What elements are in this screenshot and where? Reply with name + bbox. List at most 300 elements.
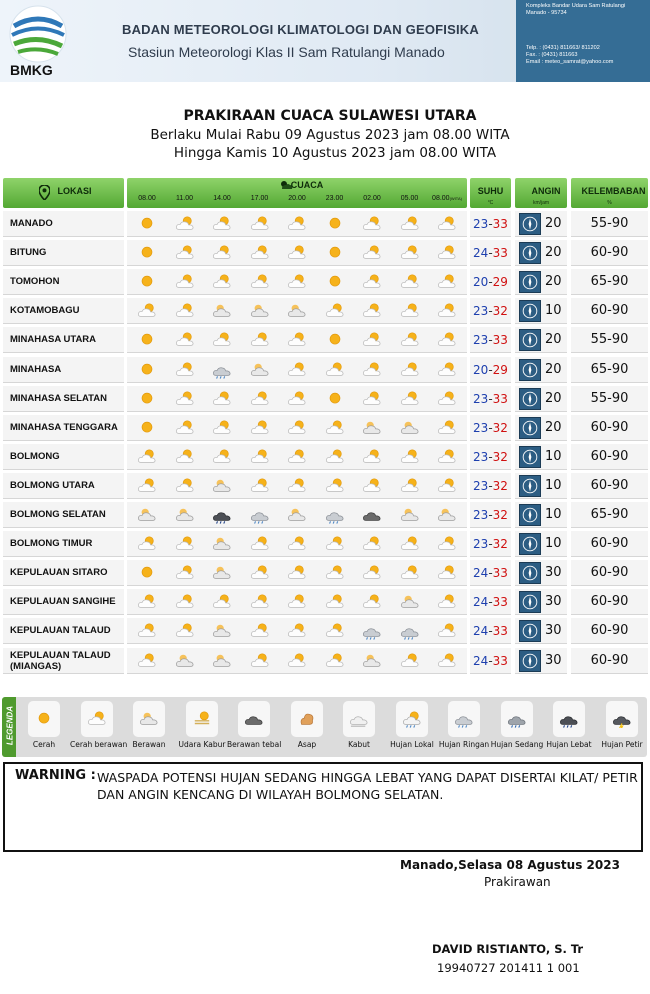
table-row — [0, 560, 650, 586]
pc-weather-icon — [175, 419, 195, 437]
hour-label: 08.00 — [138, 195, 156, 202]
legend-label: Asap — [297, 740, 317, 749]
sun-weather-icon — [325, 390, 345, 408]
location-name: KEPULAUAN SITARO — [3, 560, 124, 586]
pc-weather-icon — [287, 564, 307, 582]
legend-icon-box — [81, 701, 113, 737]
weather-cells — [127, 589, 467, 615]
temp-min: 24 — [473, 246, 489, 260]
table-row — [0, 473, 650, 499]
cl-legend-icon — [139, 710, 159, 728]
wind-speed: 10 — [545, 478, 562, 493]
temp-max: 32 — [492, 479, 508, 493]
wind-cell — [515, 531, 567, 557]
temp-dash: - — [488, 363, 493, 377]
pc-weather-icon — [325, 302, 345, 320]
column-header-lokasi-label: LOKASI — [57, 186, 92, 196]
temperature-range — [470, 415, 511, 441]
legend-icon-box — [186, 701, 218, 737]
sun-weather-icon — [325, 273, 345, 291]
valid-from: Berlaku Mulai Rabu 09 Agustus 2023 jam 08.00 WITA — [150, 127, 510, 143]
pc-weather-icon — [212, 244, 232, 262]
pc-weather-icon — [325, 448, 345, 466]
rain2-legend-icon — [507, 710, 527, 728]
hour-label: 08.00(WITA) — [432, 195, 462, 202]
wind-speed: 20 — [545, 391, 562, 406]
pc-weather-icon — [175, 215, 195, 233]
pc-weather-icon — [400, 244, 420, 262]
temp-dash: - — [488, 450, 493, 464]
pc-weather-icon — [437, 390, 457, 408]
pc-weather-icon — [250, 215, 270, 233]
sun-weather-icon — [137, 331, 157, 349]
compass-icon — [519, 329, 541, 351]
wind-cell — [515, 502, 567, 528]
weather-cells — [127, 386, 467, 412]
temperature-range — [470, 531, 511, 557]
sun-weather-icon — [137, 215, 157, 233]
page-title: PRAKIRAAN CUACA SULAWESI UTARA — [183, 108, 477, 124]
compass-icon — [519, 533, 541, 555]
pc-weather-icon — [175, 273, 195, 291]
legend-icon-box — [606, 701, 638, 737]
temp-max: 32 — [492, 537, 508, 551]
column-header-suhu — [470, 178, 511, 208]
humidity-range: 60-90 — [571, 415, 648, 441]
pc-weather-icon — [175, 477, 195, 495]
temp-dash: - — [488, 595, 493, 609]
humidity-range: 65-90 — [571, 357, 648, 383]
temp-max: 29 — [492, 363, 508, 377]
pc-weather-icon — [362, 273, 382, 291]
pc-weather-icon — [400, 390, 420, 408]
signature-place-date: Manado,Selasa 08 Agustus 2023 — [400, 858, 620, 872]
temp-min: 24 — [473, 624, 489, 638]
humidity-range: 65-90 — [571, 502, 648, 528]
temp-max: 33 — [492, 217, 508, 231]
sun-weather-icon — [137, 244, 157, 262]
hour-label: 05.00 — [400, 195, 419, 202]
compass-icon — [519, 271, 541, 293]
pc-weather-icon — [437, 564, 457, 582]
location-name: MINAHASA TENGGARA — [3, 415, 124, 441]
pc-weather-icon — [400, 302, 420, 320]
temp-min: 23 — [473, 450, 489, 464]
column-header-kelembaban-label: KELEMBABAN — [581, 186, 646, 196]
legend-tag-label: LEGENDA — [5, 705, 15, 746]
pc-weather-icon — [212, 419, 232, 437]
cl-weather-icon — [400, 419, 420, 437]
sun-legend-icon — [34, 710, 54, 728]
compass-icon — [519, 591, 541, 613]
wind-cell — [515, 589, 567, 615]
compass-icon — [519, 417, 541, 439]
legend-item — [280, 701, 334, 749]
warning-box — [3, 762, 643, 852]
location-name: TOMOHON — [3, 269, 124, 295]
legend-label: Hujan Ringan — [438, 740, 490, 749]
pc-weather-icon — [437, 215, 457, 233]
pc-weather-icon — [250, 593, 270, 611]
sun-weather-icon — [137, 390, 157, 408]
column-header-lokasi — [3, 178, 124, 208]
temp-max: 32 — [492, 508, 508, 522]
table-row — [0, 269, 650, 295]
pc-weather-icon — [212, 215, 232, 233]
legend-item — [490, 701, 544, 749]
smoke-legend-icon — [297, 710, 317, 728]
hour-suffix: (WITA) — [449, 196, 462, 201]
temp-min: 20 — [473, 275, 489, 289]
wind-cell — [515, 618, 567, 644]
weather-cells — [127, 415, 467, 441]
hour-label: 02.00 — [363, 195, 381, 202]
location-name: MINAHASA SELATAN — [3, 386, 124, 412]
temp-dash: - — [488, 508, 493, 522]
pc-weather-icon — [250, 273, 270, 291]
legend-item — [175, 701, 229, 749]
cl-weather-icon — [287, 302, 307, 320]
table-row — [0, 298, 650, 324]
table-row — [0, 211, 650, 237]
warning-text: WASPADA POTENSI HUJAN SEDANG HINGGA LEBAT YANG DAPAT DISERTAI KILAT/ PETIR DAN ANGIN KENCANG DI WILAYAH BOLMONG SELATAN. — [97, 770, 638, 802]
wind-cell — [515, 327, 567, 353]
station-name: Stasiun Meteorologi Klas II Sam Ratulangi Manado — [128, 44, 445, 60]
pc-weather-icon — [325, 535, 345, 553]
cl-weather-icon — [250, 361, 270, 379]
compass-icon — [519, 213, 541, 235]
pc-weather-icon — [437, 302, 457, 320]
table-row — [0, 618, 650, 644]
contact-email: Email : meteo_samrat@yahoo.com — [526, 59, 614, 65]
temp-max: 33 — [492, 566, 508, 580]
compass-icon — [519, 562, 541, 584]
location-name: MINAHASA UTARA — [3, 327, 124, 353]
storm-legend-icon — [559, 710, 579, 728]
pc-weather-icon — [175, 390, 195, 408]
pc-weather-icon — [287, 652, 307, 670]
temp-max: 32 — [492, 421, 508, 435]
column-header-kelembaban-unit: % — [607, 200, 612, 206]
temperature-range — [470, 589, 511, 615]
contact-tel: Telp. : (0431) 811663/ 811202 — [526, 45, 600, 51]
pc-weather-icon — [137, 302, 157, 320]
temp-min: 24 — [473, 654, 489, 668]
sun-weather-icon — [137, 361, 157, 379]
pc-weather-icon — [362, 477, 382, 495]
legend-label: Hujan Petir — [601, 740, 643, 749]
temp-min: 23 — [473, 333, 489, 347]
pc-weather-icon — [287, 448, 307, 466]
pc-weather-icon — [437, 361, 457, 379]
pc-weather-icon — [362, 535, 382, 553]
location-name: KEPULAUAN SANGIHE — [3, 589, 124, 615]
contact-fax: Fax. : (0431) 811663 — [526, 52, 578, 58]
temp-dash: - — [488, 654, 493, 668]
pc-weather-icon — [250, 448, 270, 466]
compass-icon — [519, 300, 541, 322]
temperature-range — [470, 618, 511, 644]
location-name: MINAHASA — [3, 357, 124, 383]
humidity-range: 60-90 — [571, 589, 648, 615]
temp-min: 23 — [473, 392, 489, 406]
wind-speed: 20 — [545, 362, 562, 377]
cl-weather-icon — [212, 622, 232, 640]
rain-weather-icon — [250, 506, 270, 524]
pc-weather-icon — [325, 564, 345, 582]
legend-item — [385, 701, 439, 749]
temp-min: 24 — [473, 595, 489, 609]
compass-icon — [519, 242, 541, 264]
pc-weather-icon — [250, 477, 270, 495]
wind-cell — [515, 269, 567, 295]
temp-max: 33 — [492, 333, 508, 347]
pc-weather-icon — [137, 535, 157, 553]
wind-speed: 30 — [545, 653, 562, 668]
pc-weather-icon — [437, 622, 457, 640]
legend-item — [17, 701, 71, 749]
legend-label: Cerah — [32, 740, 56, 749]
column-header-angin-unit: km/jam — [532, 200, 550, 206]
legend-label: Hujan Lokal — [390, 740, 434, 749]
legend-icon-box — [396, 701, 428, 737]
wind-cell — [515, 211, 567, 237]
pc-weather-icon — [362, 564, 382, 582]
humidity-range: 60-90 — [571, 648, 648, 674]
location-name: BITUNG — [3, 240, 124, 266]
pc-weather-icon — [137, 593, 157, 611]
legend-label: Berawan tebal — [227, 740, 282, 749]
temp-dash: - — [488, 333, 493, 347]
pc-weather-icon — [437, 244, 457, 262]
signature-role: Prakirawan — [484, 875, 551, 889]
wind-speed: 20 — [545, 420, 562, 435]
pc-weather-icon — [250, 331, 270, 349]
signature-nip: 19940727 201411 1 001 — [437, 961, 580, 975]
temp-dash: - — [488, 246, 493, 260]
legend-item — [332, 701, 386, 749]
table-row — [0, 444, 650, 470]
legend-label: Hujan Sedang — [490, 740, 544, 749]
temperature-range — [470, 473, 511, 499]
pc-weather-icon — [212, 448, 232, 466]
pc-weather-icon — [212, 331, 232, 349]
legend-label: Udara Kabur — [178, 740, 226, 749]
legend-label: Cerah berawan — [70, 740, 128, 749]
temperature-range — [470, 560, 511, 586]
pc-weather-icon — [287, 535, 307, 553]
cl-weather-icon — [137, 506, 157, 524]
cl-weather-icon — [250, 302, 270, 320]
table-row — [0, 589, 650, 615]
location-name: BOLMONG UTARA — [3, 473, 124, 499]
legend-icon-box — [553, 701, 585, 737]
wind-speed: 20 — [545, 332, 562, 347]
cl-weather-icon — [400, 506, 420, 524]
pc-weather-icon — [325, 622, 345, 640]
legend-item — [595, 701, 649, 749]
temp-max: 33 — [492, 595, 508, 609]
weather-cells — [127, 473, 467, 499]
column-header-cuaca — [127, 178, 467, 208]
pc-weather-icon — [250, 622, 270, 640]
pc-weather-icon — [437, 331, 457, 349]
hour-label: 20.00 — [288, 195, 306, 202]
pc-weather-icon — [250, 390, 270, 408]
compass-icon — [519, 620, 541, 642]
location-name: MANADO — [3, 211, 124, 237]
humidity-range: 60-90 — [571, 560, 648, 586]
pc-weather-icon — [437, 419, 457, 437]
cl-weather-icon — [175, 506, 195, 524]
temp-max: 33 — [492, 624, 508, 638]
temp-max: 29 — [492, 275, 508, 289]
pc-weather-icon — [287, 593, 307, 611]
rain-legend-icon — [454, 710, 474, 728]
pc-weather-icon — [362, 244, 382, 262]
pc-weather-icon — [362, 302, 382, 320]
cl-weather-icon — [400, 593, 420, 611]
location-name: BOLMONG SELATAN — [3, 502, 124, 528]
temperature-range — [470, 357, 511, 383]
table-row — [0, 648, 650, 674]
sun-weather-icon — [137, 419, 157, 437]
wind-cell — [515, 298, 567, 324]
sun-weather-icon — [325, 244, 345, 262]
weather-cells — [127, 240, 467, 266]
hour-label: 11.00 — [176, 195, 193, 202]
pc-weather-icon — [362, 331, 382, 349]
pc-weather-icon — [437, 535, 457, 553]
wind-cell — [515, 415, 567, 441]
pc-legend-icon — [87, 710, 107, 728]
location-name: KEPULAUAN TALAUD (MIANGAS) — [3, 648, 124, 674]
legend-item — [70, 701, 128, 749]
oc-legend-icon — [244, 710, 264, 728]
pc-weather-icon — [362, 593, 382, 611]
column-header-angin-label: ANGIN — [531, 186, 561, 196]
table-row — [0, 240, 650, 266]
storm-weather-icon — [212, 506, 232, 524]
weather-cells — [127, 327, 467, 353]
pc-weather-icon — [287, 390, 307, 408]
pc-weather-icon — [437, 652, 457, 670]
wind-speed: 10 — [545, 303, 562, 318]
temp-dash: - — [488, 624, 493, 638]
wind-cell — [515, 386, 567, 412]
temperature-range — [470, 211, 511, 237]
pc-weather-icon — [175, 331, 195, 349]
humidity-range: 60-90 — [571, 240, 648, 266]
pc-weather-icon — [287, 244, 307, 262]
local-legend-icon — [402, 710, 422, 728]
pc-weather-icon — [175, 564, 195, 582]
pc-weather-icon — [287, 419, 307, 437]
weather-cells — [127, 357, 467, 383]
pc-weather-icon — [400, 361, 420, 379]
pc-weather-icon — [437, 273, 457, 291]
pc-weather-icon — [212, 593, 232, 611]
temperature-range — [470, 648, 511, 674]
table-row — [0, 531, 650, 557]
temperature-range — [470, 240, 511, 266]
weather-cells — [127, 618, 467, 644]
temp-min: 23 — [473, 508, 489, 522]
legend — [2, 697, 647, 757]
temp-max: 33 — [492, 246, 508, 260]
temp-max: 32 — [492, 304, 508, 318]
legend-icon-box — [448, 701, 480, 737]
pc-weather-icon — [175, 244, 195, 262]
table-row — [0, 502, 650, 528]
humidity-range: 60-90 — [571, 531, 648, 557]
temp-dash: - — [488, 392, 493, 406]
location-name: KOTAMOBAGU — [3, 298, 124, 324]
humidity-range: 60-90 — [571, 298, 648, 324]
pc-weather-icon — [362, 390, 382, 408]
temp-dash: - — [488, 217, 493, 231]
cl-weather-icon — [212, 535, 232, 553]
logo-text: BMKG — [10, 62, 53, 78]
oc-weather-icon — [362, 506, 382, 524]
sun-weather-icon — [325, 331, 345, 349]
pc-weather-icon — [400, 652, 420, 670]
pc-weather-icon — [137, 652, 157, 670]
wind-cell — [515, 560, 567, 586]
temperature-range — [470, 502, 511, 528]
pc-weather-icon — [287, 273, 307, 291]
cl-weather-icon — [287, 506, 307, 524]
wind-speed: 10 — [545, 507, 562, 522]
compass-icon — [519, 359, 541, 381]
temp-min: 20 — [473, 363, 489, 377]
legend-icon-box — [28, 701, 60, 737]
pc-weather-icon — [250, 419, 270, 437]
legend-icon-box — [501, 701, 533, 737]
pc-weather-icon — [175, 593, 195, 611]
compass-icon — [519, 650, 541, 672]
temperature-range — [470, 269, 511, 295]
humidity-range: 60-90 — [571, 444, 648, 470]
temperature-range — [470, 386, 511, 412]
pc-weather-icon — [175, 302, 195, 320]
wind-speed: 20 — [545, 216, 562, 231]
pc-weather-icon — [400, 331, 420, 349]
legend-item — [122, 701, 176, 749]
pc-weather-icon — [400, 535, 420, 553]
legend-tag — [2, 697, 16, 757]
pc-weather-icon — [212, 273, 232, 291]
cl-weather-icon — [362, 652, 382, 670]
rain-weather-icon — [400, 622, 420, 640]
temp-min: 24 — [473, 566, 489, 580]
compass-icon — [519, 446, 541, 468]
temperature-range — [470, 327, 511, 353]
hour-label: 14.00 — [213, 195, 231, 202]
column-header-angin — [515, 178, 567, 208]
humidity-range: 55-90 — [571, 327, 648, 353]
table-row — [0, 327, 650, 353]
pc-weather-icon — [362, 448, 382, 466]
pc-weather-icon — [362, 361, 382, 379]
weather-cells — [127, 560, 467, 586]
legend-label: Kabut — [348, 740, 370, 749]
pc-weather-icon — [287, 215, 307, 233]
column-header-cuaca-label: CUACA — [290, 180, 324, 190]
temperature-range — [470, 444, 511, 470]
temp-min: 23 — [473, 217, 489, 231]
pc-weather-icon — [287, 361, 307, 379]
